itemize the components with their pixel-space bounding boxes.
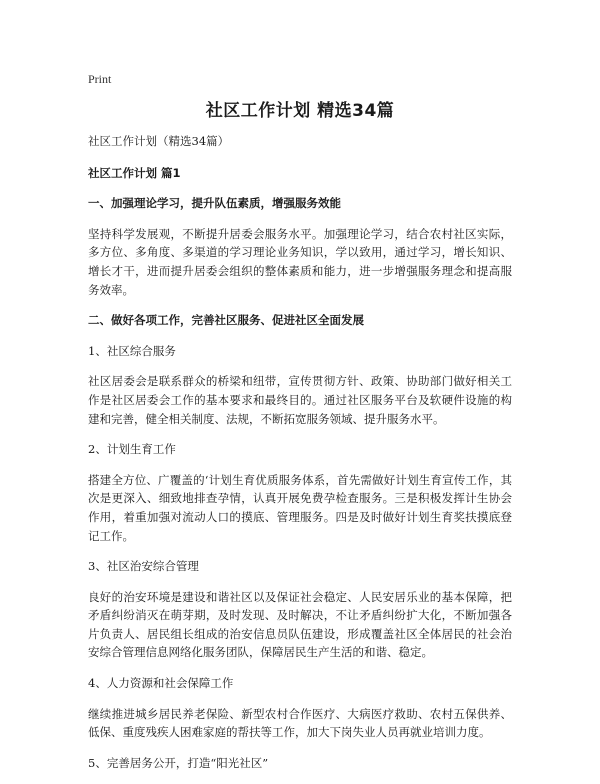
document-body [88, 132, 512, 784]
paragraph-3: 搭建全方位、广覆盖的‘计划生育优质服务体系，首先需做好计划生育宣传工作，其次是更深入、细致地排查孕情，认真开展免费孕检查服务。三是积极发挥计生协会作用，着重加强对流动人口的摸底、管理服务。四是及时做好计划生育奖扶摸底登记工作。 [88, 472, 512, 543]
subheading-2: 2、计划生育工作 [88, 442, 176, 457]
heading-2: 二、做好各项工作，完善社区服务、促进社区全面发展 [88, 313, 364, 328]
paragraph-1: 坚持科学发展观，不断提升居委会服务水平。加强理论学习，结合农村社区实际，多方位、多角度、多渠道的学习理论业务知识，学以致用，通过学习，增长知识、增长才干，进而提升居委会组织的整体素质和能力，进一步增强服务理念和提高服务效率。 [88, 226, 512, 297]
print-label: Print [88, 72, 112, 86]
paragraph-2: 社区居委会是联系群众的桥梁和纽带，宣传贯彻方针、政策、协助部门做好相关工作是社区居委会工作的基本要求和最终目的。通过社区服务平台及软硬件设施的构建和完善，健全相关制度、法规，不断拓宽服务领域、提升服务水平。 [88, 374, 512, 426]
document-title: 社区工作计划 精选34篇 [205, 101, 395, 121]
subheading-1: 1、社区综合服务 [88, 343, 176, 358]
paragraph-4: 良好的治安环境是建设和谐社区以及保证社会稳定、人民安居乐业的基本保障，把矛盾纠纷消灭在萌芽期，及时发现、及时解决，不让矛盾纠纷扩大化，不断加强各片负责人、居民组长组成的治安信息员队伍建设，形成覆盖社区全体居民的社会治安综合管理信息网络化服务团队，保障居民生产生活的和谐、稳定。 [88, 589, 512, 660]
section-title: 社区工作计划 篇1 [88, 165, 181, 180]
paragraph-5: 继续推进城乡居民养老保险、新型农村合作医疗、大病医疗救助、农村五保供养、低保、重度残疾人困难家庭的帮扶等工作，加大下岗失业人员再就业培训力度。 [88, 706, 512, 740]
subheading-5: 5、完善居务公开，打造“阳光社区” [88, 755, 269, 770]
heading-1: 一、加强理论学习，提升队伍素质，增强服务效能 [88, 196, 341, 211]
subheading-3: 3、社区治安综合管理 [88, 559, 199, 574]
document-subtitle: 社区工作计划（精选34篇） [88, 134, 230, 148]
subheading-4: 4、人力资源和社会保障工作 [88, 676, 234, 691]
